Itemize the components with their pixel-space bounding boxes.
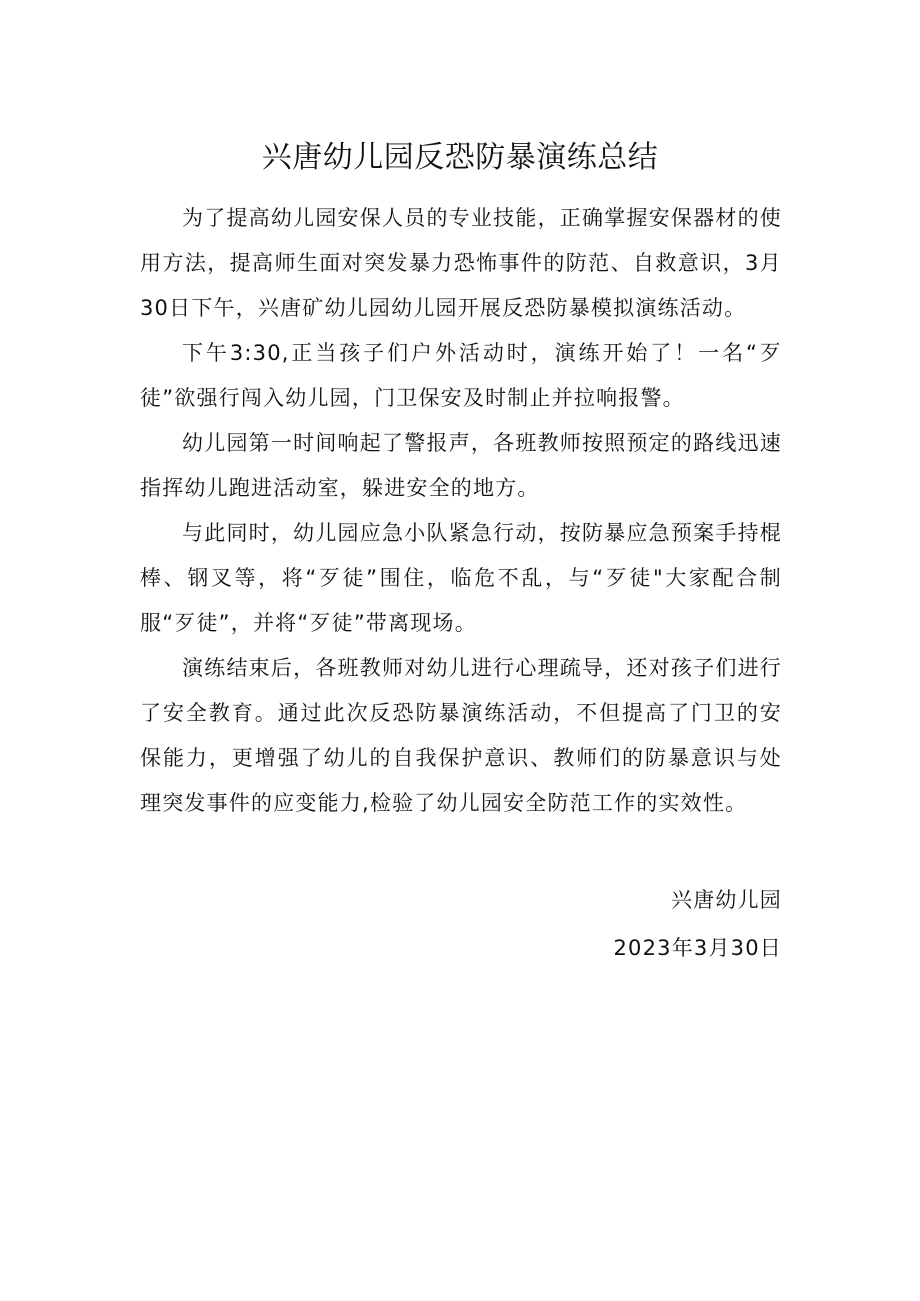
signature-date: 2023年3月30日: [613, 936, 782, 960]
paragraph-5: 演练结束后，各班教师对幼儿进行心理疏导，还对孩子们进行了安全教育。通过此次反恐防暴演练活动，不但提高了门卫的安保能力，更增强了幼儿的自我保护意识、教师们的防暴意识与处理突发事件的应变能力,检验了幼儿园安全防范工作的实效性。: [140, 656, 782, 815]
signature-block: [613, 876, 782, 972]
paragraph-4: 与此同时，幼儿园应急小队紧急行动，按防暴应急预案手持棍棒、钢叉等，将“歹徒”围住，临危不乱，与“歹徒"大家配合制服“歹徒”，并将“歹徒”带离现场。: [140, 521, 782, 635]
document-title: 兴唐幼儿园反恐防暴演练总结: [261, 140, 659, 175]
paragraph-2: 下午3:30,正当孩子们户外活动时，演练开始了！一名“歹徒”欲强行闯入幼儿园，门卫保安及时制止并拉响报警。: [140, 341, 782, 410]
paragraph-3: 幼儿园第一时间响起了警报声，各班教师按照预定的路线迅速指挥幼儿跑进活动室，躲进安全的地方。: [140, 431, 782, 500]
paragraph-1: 为了提高幼儿园安保人员的专业技能，正确掌握安保器材的使用方法，提高师生面对突发暴力恐怖事件的防范、自救意识，3月30日下午，兴唐矿幼儿园幼儿园开展反恐防暴模拟演练活动。: [140, 206, 782, 320]
document-body: [140, 196, 782, 826]
signature-organization: 兴唐幼儿园: [671, 888, 782, 912]
